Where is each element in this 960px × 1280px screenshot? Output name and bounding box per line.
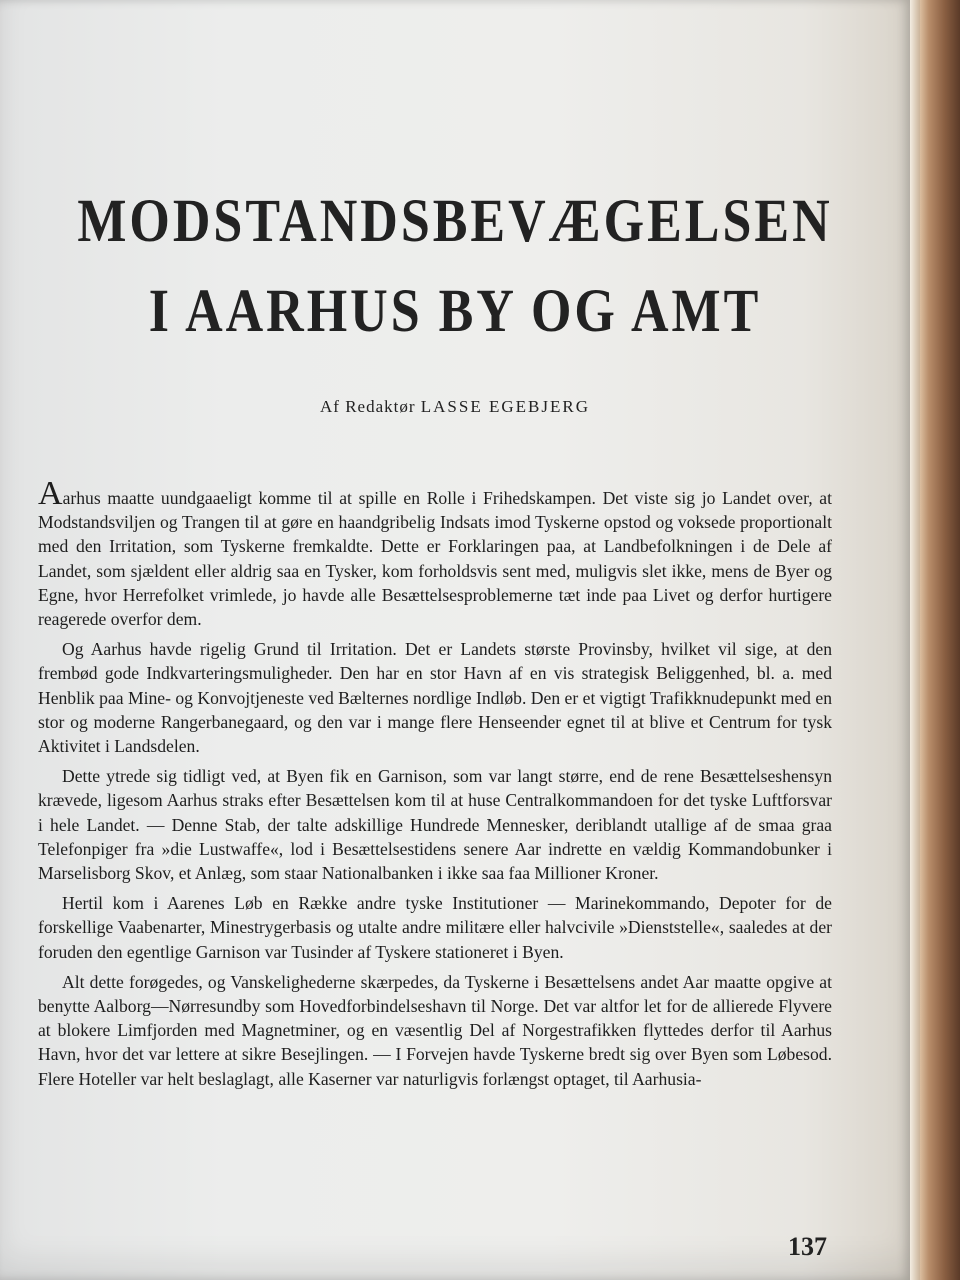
paragraph-5: Alt dette forøgedes, og Vanskelighederne skærpedes, da Tyskerne i Besættelsens andet Aar maatte opgive at benytte Aalborg—Nørresundby som Hovedforbindelseshavn til Norge. Det var altfor let for de allierede Flyvere at blokere Limfjorden med Magnetminer, og en væsentlig Del af Norgestrafikken flyttedes derfor til Aarhus Havn, hvor det var lettere at sikre Besejlingen. — I Forvejen havde Tyskerne bredt sig over Byen som Løbesod. Flere Hoteller var helt beslaglagt, alle Kaserner var naturligvis forlængst optaget, til Aarhusia- xyxy=(38,971,832,1089)
title-line-1: MODSTANDSBEVÆGELSEN xyxy=(77,187,833,256)
byline-prefix: Af Redaktør xyxy=(320,397,416,416)
page-number: 137 xyxy=(788,1232,827,1261)
byline-author: LASSE EGEBJERG xyxy=(420,397,590,416)
paragraph-3: Dette ytrede sig tidligt ved, at Byen fik en Garnison, som var langt større, end de rene Besættelseshensyn krævede, ligesom Aarhus straks efter Besættelsen kom til at huse Centralkommandoen for det tyske Luftforsvar i hele Landet. — Denne Stab, der talte adskillige Hundrede Mennesker, deriblandt utallige af de smaa graa Telefonpiger fra »die Lustwaffe«, lod i Besættelsestidens senere Aar indrette en vældig Kommandobunker i Marselisborg Skov, et Anlæg, som staar Nationalbanken i ikke saa faa Millioner Kroner. xyxy=(38,766,832,884)
title-line-2: I AARHUS BY OG AMT xyxy=(148,277,762,346)
drop-cap: A xyxy=(38,475,63,512)
paragraph-2: Og Aarhus havde rigelig Grund til Irritation. Det er Landets største Provinsby, hvilket vil sige, at den frembød gode Indkvarteringsmuligheder. Den har en stor Havn af en vis strategisk Beliggenhed, bl. a. med Henblik paa Mine- og Konvojtjeneste ved Bælternes nordlige Indløb. Den er et vigtigt Trafikknudepunkt med en stor og moderne Rangerbanegaard, og den var i mange flere Henseender egnet til at blive et Centrum for tysk Aktivitet i Landsdelen. xyxy=(38,639,832,757)
article-body xyxy=(38,475,832,1097)
paragraph-1 xyxy=(38,475,832,631)
paragraph-1-text: arhus maatte uundgaaeligt komme til at spille en Rolle i Frihedskampen. Det viste sig jo Landet over, at Modstandsviljen og Trangen til at gøre en haandgribelig Indsats imod Tyskerne opstod og voksede proportionalt med den Irritation, som Tyskerne fremkaldte. Dette er Forklaringen paa, at Landbefolkningen i de Dele af Landet, som sjældent eller aldrig saa en Tysker, kom forholdsvis sent med, muligvis slet ikke, mens de Byer og Egne, hvor Herrefolket vrimlede, jo havde alle Besættelsesproblemerne tæt inde paa Livet og derfor hurtigere reagerede overfor dem. xyxy=(38,488,832,630)
paragraph-4: Hertil kom i Aarenes Løb en Række andre tyske Institutioner — Marinekommando, Depoter for de forskellige Vaabenarter, Minestrygerbasis og utalte andre militære eller halvcivile »Dienststelle«, saaledes at der foruden den egentlige Garnison var Tusinder af Tyskere stationeret i Byen. xyxy=(38,893,832,962)
page-edge xyxy=(910,0,920,1280)
byline xyxy=(20,397,890,417)
